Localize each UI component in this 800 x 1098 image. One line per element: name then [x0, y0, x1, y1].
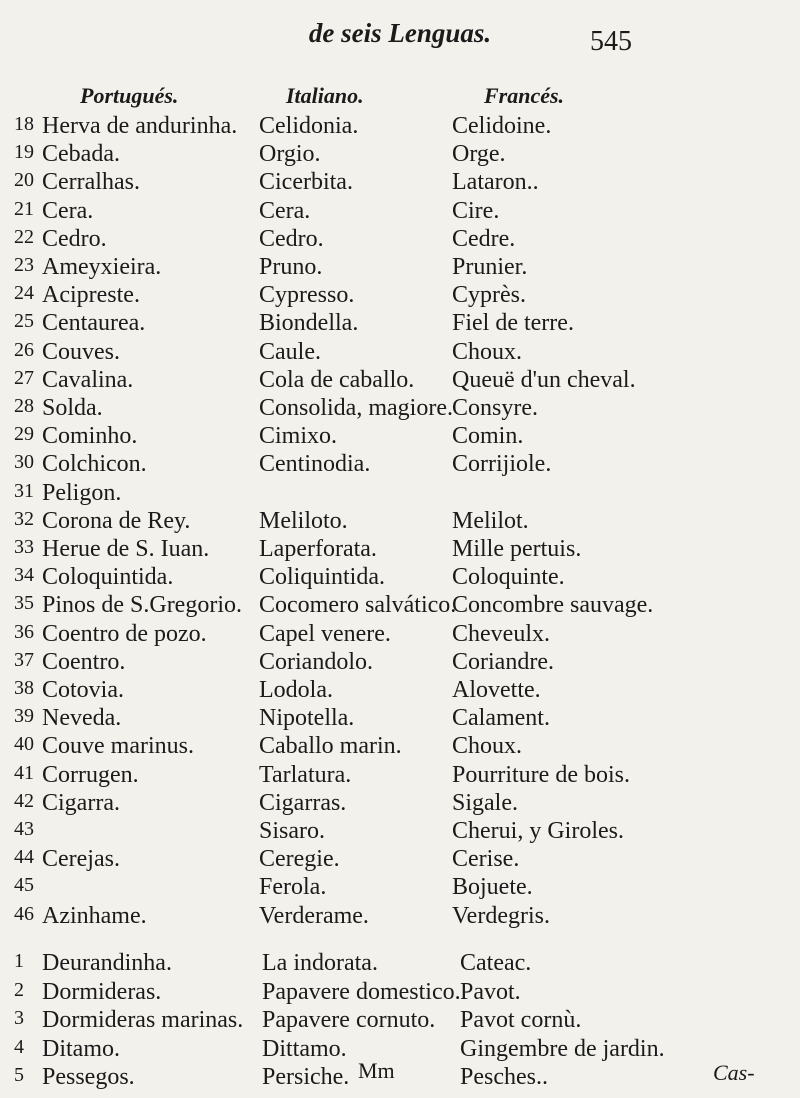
entry-number: 43: [14, 818, 34, 840]
portuguese-term: Dormideras marinas.: [42, 1007, 244, 1033]
entry-number: 44: [14, 846, 34, 869]
italian-term: Caule.: [259, 338, 321, 365]
vocabulary-row: [0, 903, 800, 933]
italian-term: Cimixo.: [259, 423, 338, 450]
portuguese-term: Ameyxieira.: [42, 254, 162, 280]
entry-number: 40: [14, 733, 34, 756]
italian-term: Laperforata.: [259, 536, 377, 562]
entry-number: 3: [14, 1007, 24, 1029]
portuguese-term: Coentro.: [42, 648, 126, 675]
entry-number: 19: [14, 141, 34, 164]
french-term: Cyprès.: [452, 282, 526, 309]
vocabulary-row: [0, 198, 800, 228]
vocabulary-row: [0, 564, 800, 594]
vocabulary-row: [0, 451, 800, 481]
italian-term: Coliquintida.: [259, 564, 385, 591]
portuguese-term: Solda.: [42, 395, 103, 421]
vocabulary-row: [0, 282, 800, 312]
french-term: Pourriture de bois.: [452, 761, 630, 788]
vocabulary-row: [0, 113, 800, 143]
catchword: Cas-: [713, 1060, 755, 1085]
entry-number: 18: [14, 113, 34, 135]
italian-term: Meliloto.: [259, 507, 348, 534]
vocabulary-row: [0, 979, 800, 1009]
portuguese-term: Cebada.: [42, 141, 120, 168]
entry-number: 26: [14, 338, 34, 361]
french-term: Calament.: [452, 705, 550, 732]
vocabulary-row: [0, 874, 800, 904]
portuguese-term: Dormideras.: [42, 978, 162, 1005]
column-heading-italian: Italiano.: [286, 83, 364, 108]
entry-number: 38: [14, 677, 34, 699]
italian-term: Lodola.: [259, 677, 333, 703]
italian-term: Cedro.: [259, 225, 324, 252]
french-term: Bojuete.: [452, 874, 533, 901]
italian-term: Celidonia.: [259, 113, 359, 139]
portuguese-term: Cavalina.: [42, 366, 134, 393]
french-term: Melilot.: [452, 507, 529, 534]
vocabulary-row: [0, 423, 800, 453]
portuguese-term: Colchicon.: [42, 451, 147, 478]
portuguese-term: Cera.: [42, 197, 94, 224]
entry-number: 36: [14, 620, 34, 643]
entry-number: 22: [14, 225, 34, 248]
entry-number: 46: [14, 902, 34, 925]
entry-number: 39: [14, 705, 34, 728]
portuguese-term: Pessegos.: [42, 1064, 135, 1090]
vocabulary-row: [0, 762, 800, 792]
portuguese-term: Cigarra.: [42, 789, 120, 816]
vocabulary-row: [0, 480, 800, 510]
vocabulary-row: [0, 621, 800, 651]
portuguese-term: Cerralhas.: [42, 169, 140, 196]
portuguese-term: Couves.: [42, 338, 120, 365]
italian-term: Nipotella.: [259, 705, 355, 732]
vocabulary-row: [0, 169, 800, 199]
entry-number: 25: [14, 310, 34, 333]
italian-term: Cocomero salvático.: [259, 592, 457, 619]
entry-number: 45: [14, 874, 34, 897]
italian-term: Cera.: [259, 197, 311, 224]
french-term: Orge.: [452, 141, 506, 168]
italian-term: Ferola.: [259, 874, 327, 901]
portuguese-term: Ditamo.: [42, 1035, 120, 1062]
entry-number: 4: [14, 1035, 24, 1058]
portuguese-term: Deurandinha.: [42, 950, 172, 976]
italian-term: Tarlatura.: [259, 761, 352, 788]
entry-number: 29: [14, 423, 34, 446]
entry-number: 41: [14, 761, 34, 784]
entry-number: 24: [14, 282, 34, 305]
vocabulary-row: [0, 1007, 800, 1037]
vocabulary-row: [0, 508, 800, 538]
entry-number: 5: [14, 1064, 24, 1086]
portuguese-term: Couve marinus.: [42, 733, 194, 760]
portuguese-term: Peligon.: [42, 479, 122, 506]
vocabulary-row: [0, 733, 800, 763]
entry-number: 20: [14, 169, 34, 192]
french-term: Consyre.: [452, 395, 538, 421]
italian-term: Papavere domestico.: [262, 978, 461, 1005]
portuguese-term: Coloquintida.: [42, 564, 174, 591]
french-term: Alovette.: [452, 677, 541, 703]
french-term: Cerise.: [452, 846, 520, 873]
entry-number: 21: [14, 197, 34, 220]
portuguese-term: Corona de Rey.: [42, 507, 191, 534]
portuguese-term: Corrugen.: [42, 761, 139, 788]
entry-number: 23: [14, 254, 34, 276]
vocabulary-row: [0, 367, 800, 397]
vocabulary-row: [0, 226, 800, 256]
french-term: Celidoine.: [452, 113, 552, 139]
italian-term: Persiche.: [262, 1064, 350, 1090]
french-term: Cheveulx.: [452, 620, 550, 647]
italian-term: Sisaro.: [259, 818, 325, 844]
italian-term: Pruno.: [259, 254, 323, 280]
italian-term: Capel venere.: [259, 620, 391, 647]
french-term: Sigale.: [452, 789, 518, 816]
french-term: Gingembre de jardin.: [460, 1035, 665, 1062]
italian-term: Verderame.: [259, 902, 369, 929]
french-term: Lataron..: [452, 169, 539, 196]
french-term: Coriandre.: [452, 648, 554, 675]
vocabulary-row: [0, 395, 800, 425]
italian-term: Caballo marin.: [259, 733, 402, 760]
entry-number: 32: [14, 507, 34, 530]
french-term: Cateac.: [460, 950, 532, 976]
french-term: Cire.: [452, 197, 500, 224]
signature-mark: Mm: [358, 1058, 395, 1083]
french-term: Fiel de terre.: [452, 310, 574, 337]
portuguese-term: Cerejas.: [42, 846, 120, 873]
vocabulary-row: [0, 846, 800, 876]
italian-term: La indorata.: [262, 950, 378, 976]
italian-term: Coriandolo.: [259, 648, 373, 675]
italian-term: Biondella.: [259, 310, 359, 337]
italian-term: Cigarras.: [259, 789, 347, 816]
entry-number: 30: [14, 451, 34, 474]
vocabulary-row: [0, 1064, 800, 1094]
french-term: Corrijiole.: [452, 451, 552, 478]
italian-term: Dittamo.: [262, 1035, 347, 1062]
french-term: Choux.: [452, 338, 523, 365]
french-term: Pesches..: [460, 1064, 548, 1090]
entry-number: 28: [14, 395, 34, 417]
vocabulary-row: [0, 649, 800, 679]
column-heading-french: Francés.: [484, 83, 565, 108]
french-term: Verdegris.: [452, 902, 550, 929]
italian-term: Orgio.: [259, 141, 321, 168]
vocabulary-row: [0, 705, 800, 735]
french-term: Concombre sauvage.: [452, 592, 654, 619]
entry-number: 37: [14, 648, 34, 671]
portuguese-term: Coentro de pozo.: [42, 620, 207, 647]
french-term: Choux.: [452, 733, 523, 760]
italian-term: Centinodia.: [259, 451, 371, 478]
vocabulary-row: [0, 536, 800, 566]
vocabulary-row: [0, 339, 800, 369]
page-number: 545: [590, 26, 632, 57]
portuguese-term: Pinos de S.Gregorio.: [42, 592, 242, 619]
french-term: Cherui, y Giroles.: [452, 818, 624, 844]
french-term: Pavot.: [460, 978, 521, 1005]
french-term: Queuë d'un cheval.: [452, 366, 636, 393]
entry-number: 33: [14, 536, 34, 558]
vocabulary-row: [0, 790, 800, 820]
entry-number: 34: [14, 564, 34, 587]
italian-term: Ceregie.: [259, 846, 340, 873]
portuguese-term: Herue de S. Iuan.: [42, 536, 210, 562]
entry-number: 42: [14, 789, 34, 812]
french-term: Cedre.: [452, 225, 516, 252]
portuguese-term: Acipreste.: [42, 282, 140, 309]
vocabulary-row: [0, 950, 800, 980]
entry-number: 31: [14, 479, 34, 502]
italian-term: Papavere cornuto.: [262, 1007, 436, 1033]
portuguese-term: Neveda.: [42, 705, 122, 732]
entry-number: 1: [14, 950, 24, 972]
running-title: de seis Lenguas.: [308, 18, 492, 48]
entry-number: 35: [14, 592, 34, 615]
portuguese-term: Cedro.: [42, 225, 107, 252]
column-heading-portuguese: Portugués.: [80, 83, 179, 108]
italian-term: Cypresso.: [259, 282, 355, 309]
vocabulary-row: [0, 1036, 800, 1066]
italian-term: Consolida, magiore.: [259, 395, 453, 421]
italian-term: Cola de caballo.: [259, 366, 415, 393]
french-term: Pavot cornù.: [460, 1007, 582, 1033]
french-term: Comin.: [452, 423, 524, 450]
vocabulary-row: [0, 592, 800, 622]
portuguese-term: Herva de andurinha.: [42, 113, 238, 139]
vocabulary-row: [0, 818, 800, 848]
french-term: Mille pertuis.: [452, 536, 582, 562]
portuguese-term: Cotovia.: [42, 677, 124, 703]
vocabulary-row: [0, 677, 800, 707]
vocabulary-row: [0, 310, 800, 340]
portuguese-term: Azinhame.: [42, 902, 147, 929]
vocabulary-row: [0, 254, 800, 284]
french-term: Coloquinte.: [452, 564, 565, 591]
portuguese-term: Cominho.: [42, 423, 138, 450]
vocabulary-row: [0, 141, 800, 171]
entry-number: 27: [14, 366, 34, 389]
french-term: Prunier.: [452, 254, 528, 280]
entry-number: 2: [14, 978, 24, 1001]
portuguese-term: Centaurea.: [42, 310, 146, 337]
italian-term: Cicerbita.: [259, 169, 353, 196]
